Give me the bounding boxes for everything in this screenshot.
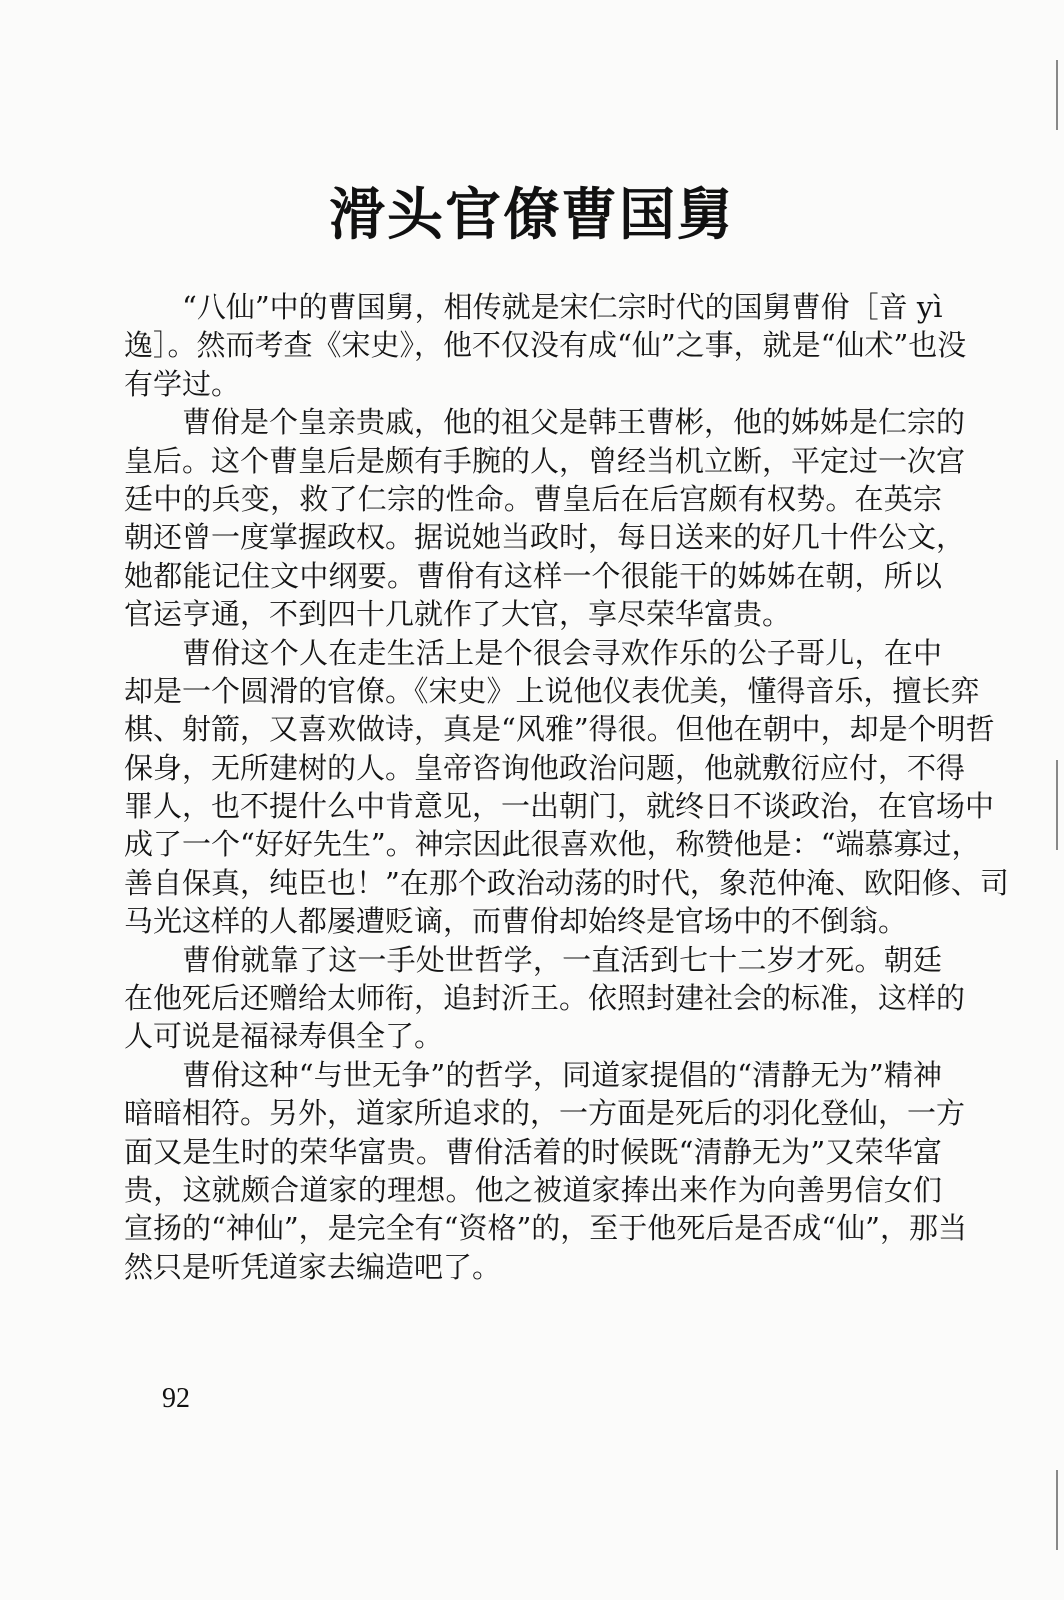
scan-edge-mark bbox=[1056, 760, 1058, 850]
text-line: 官运亨通，不到四十几就作了大官，享尽荣华富贵。 bbox=[124, 597, 792, 632]
text-line: 面又是生时的荣华富贵。曹佾活着的时候既“清静无为”又荣华富 bbox=[124, 1134, 942, 1169]
text-line: “八仙”中的曹国舅，相传就是宋仁宗时代的国舅曹佾［音 yì bbox=[182, 290, 943, 324]
text-line: 宣扬的“神仙”，是完全有“资格”的，至于他死后是否成“仙”，那当 bbox=[124, 1211, 967, 1246]
paragraph-1 bbox=[124, 288, 967, 403]
text-line: 在他死后还赠给太师衔，追封沂王。依照封建社会的标准，这样的 bbox=[124, 981, 966, 1016]
text-line: 廷中的兵变，救了仁宗的性命。曹皇后在后宫颇有权势。在英宗 bbox=[124, 481, 942, 516]
text-line: 曹佾这种“与世无争”的哲学，同道家提倡的“清静无为”精神 bbox=[182, 1057, 942, 1092]
text-line: 人可说是福禄寿俱全了。 bbox=[124, 1019, 444, 1054]
text-line: 有学过。 bbox=[124, 366, 241, 401]
text-line: 朝还曾一度掌握政权。据说她当政时，每日送来的好几十件公文， bbox=[124, 520, 966, 555]
text-line: 善自保真，纯臣也！”在那个政治动荡的时代，象范仲淹、欧阳修、司 bbox=[124, 865, 1009, 900]
paragraph-5 bbox=[124, 1056, 967, 1286]
text-line: 皇后。这个曹皇后是颇有手腕的人，曾经当机立断，平定过一次宫 bbox=[124, 443, 966, 478]
text-line: 曹佾就靠了这一手处世哲学，一直活到七十二岁才死。朝廷 bbox=[182, 942, 942, 977]
text-line: 棋、射箭，又喜欢做诗，真是“风雅”得很。但他在朝中，却是个明哲 bbox=[124, 712, 995, 747]
text-line: 成了一个“好好先生”。神宗因此很喜欢他，称赞他是：“端慕寡过， bbox=[124, 827, 981, 862]
paragraph-4 bbox=[124, 941, 966, 1056]
text-line: 贵，这就颇合道家的理想。他之被道家捧出来作为向善男信女们 bbox=[124, 1172, 942, 1207]
text-line: 曹佾是个皇亲贵戚，他的祖父是韩王曹彬，他的姊姊是仁宗的 bbox=[182, 405, 966, 440]
text-line: 却是一个圆滑的官僚。《宋史》上说他仪表优美，懂得音乐，擅长弈 bbox=[124, 673, 980, 708]
paragraph-2 bbox=[124, 403, 966, 633]
text-line: 曹佾这个人在走生活上是个很会寻欢作乐的公子哥儿，在中 bbox=[182, 635, 942, 670]
text-line: 逸］。然而考查《宋史》，他不仅没有成“仙”之事，就是“仙术”也没 bbox=[124, 328, 967, 363]
chapter-title: 滑头官僚曹国舅 bbox=[329, 182, 735, 248]
text-line: 暗暗相符。另外，道家所追求的，一方面是死后的羽化登仙，一方 bbox=[124, 1096, 966, 1131]
scan-edge-mark bbox=[1056, 60, 1058, 130]
chapter-body bbox=[124, 288, 1009, 1286]
text-line: 保身，无所建树的人。皇帝咨询他政治问题，他就敷衍应付，不得 bbox=[124, 750, 966, 785]
page-number: 92 bbox=[162, 1383, 190, 1414]
scan-edge-mark bbox=[1056, 1470, 1058, 1550]
text-line: 罪人，也不提什么中肯意见，一出朝门，就终日不谈政治，在官场中 bbox=[124, 789, 995, 824]
text-line: 马光这样的人都屡遭贬谪，而曹佾却始终是官场中的不倒翁。 bbox=[124, 904, 908, 939]
paragraph-3 bbox=[124, 634, 1009, 941]
text-line: 然只是听凭道家去编造吧了。 bbox=[124, 1249, 502, 1284]
text-line: 她都能记住文中纲要。曹佾有这样一个很能干的姊姊在朝，所以 bbox=[124, 558, 942, 593]
